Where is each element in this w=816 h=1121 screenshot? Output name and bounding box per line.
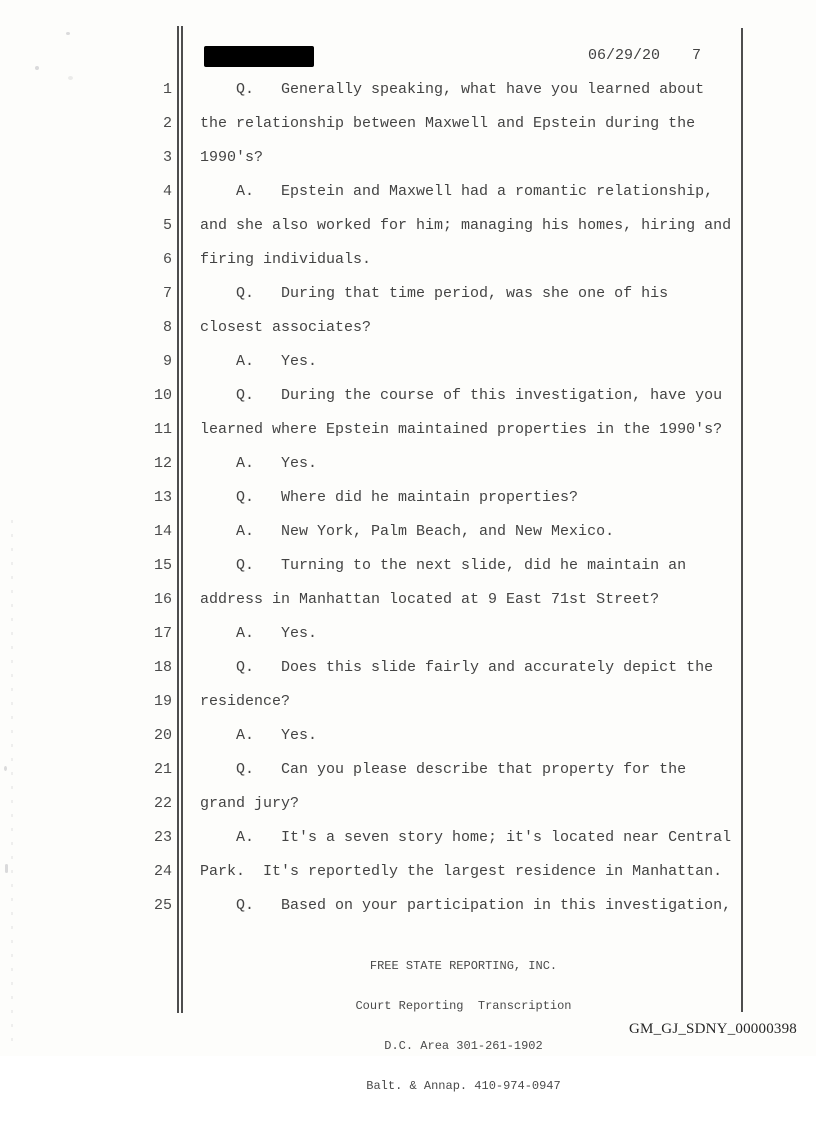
transcript-line [0,107,816,141]
transcript-line [0,209,816,243]
line-text: A. Yes. [200,455,318,472]
transcript-line [0,787,816,821]
bates-number: GM_GJ_SDNY_00000398 [629,1021,797,1037]
line-text: Q. Turning to the next slide, did he maintain an [200,557,687,574]
line-text: Q. During the course of this investigation, have you [200,387,723,404]
line-number: 5 [162,217,172,234]
transcript-line [0,413,816,447]
line-number: 4 [162,183,172,200]
line-text: learned where Epstein maintained properties in the 1990's? [200,421,723,438]
footer-company-name: FREE STATE REPORTING, INC. [369,958,558,973]
transcript-line [0,277,816,311]
transcript-line [0,617,816,651]
line-number: 20 [153,727,172,744]
line-text: closest associates? [200,319,372,336]
transcript-line [0,175,816,209]
transcript-line [0,685,816,719]
line-text: Q. Where did he maintain properties? [200,489,579,506]
transcript-line [0,447,816,481]
line-number: 19 [153,693,172,710]
line-number: 13 [153,489,172,506]
line-text: and she also worked for him; managing his homes, hiring and [200,217,732,234]
line-number: 21 [153,761,172,778]
transcript-line [0,311,816,345]
line-number: 12 [153,455,172,472]
transcript-line [0,583,816,617]
transcript-line [0,719,816,753]
transcript-line [0,379,816,413]
line-number: 14 [153,523,172,540]
line-text: firing individuals. [200,251,372,268]
line-text: Q. Can you please describe that property for the [200,761,687,778]
line-number: 6 [162,251,172,268]
line-number: 23 [153,829,172,846]
line-text: A. Epstein and Maxwell had a romantic relationship, [200,183,714,200]
transcript-line [0,73,816,107]
transcript-line [0,515,816,549]
line-text: Park. It's reportedly the largest residence in Manhattan. [200,863,723,880]
header-page-number: 7 [692,47,702,64]
line-number: 16 [153,591,172,608]
line-text: Q. During that time period, was she one of his [200,285,669,302]
line-number: 25 [153,897,172,914]
line-text: the relationship between Maxwell and Epstein during the [200,115,696,132]
transcript-line [0,821,816,855]
transcript-line [0,889,816,923]
scan-speck [35,66,39,70]
line-number: 1 [162,81,172,98]
transcript-line [0,753,816,787]
line-text: A. Yes. [200,727,318,744]
line-number: 22 [153,795,172,812]
line-text: Q. Based on your participation in this investigation, [200,897,732,914]
line-text: A. It's a seven story home; it's located near Central [200,829,732,846]
redaction-bar [204,46,314,67]
line-text: Q. Does this slide fairly and accurately depict the [200,659,714,676]
line-text: Q. Generally speaking, what have you learned about [200,81,705,98]
footer-dc-phone: D.C. Area 301-261-1902 [384,1039,543,1054]
transcript-line [0,481,816,515]
line-number: 15 [153,557,172,574]
line-number: 8 [162,319,172,336]
line-text: 1990's? [200,149,264,166]
line-number: 11 [153,421,172,438]
line-number: 10 [153,387,172,404]
transcript-line [0,345,816,379]
line-number: 18 [153,659,172,676]
transcript-line [0,651,816,685]
transcript-line [0,141,816,175]
transcript-line [0,243,816,277]
line-number: 2 [162,115,172,132]
line-text: grand jury? [200,795,300,812]
line-text: residence? [200,693,291,710]
line-text: A. New York, Palm Beach, and New Mexico. [200,523,615,540]
line-number: 3 [162,149,172,166]
line-number: 9 [162,353,172,370]
line-text: A. Yes. [200,625,318,642]
line-number: 24 [153,863,172,880]
scan-speck [66,32,70,35]
transcript-line [0,855,816,889]
header-date: 06/29/20 [588,47,661,64]
transcript-lines [0,73,816,923]
line-text: A. Yes. [200,353,318,370]
line-number: 17 [153,625,172,642]
transcript-line [0,549,816,583]
line-number: 7 [162,285,172,302]
line-text: address in Manhattan located at 9 East 71st Street? [200,591,660,608]
footer-balt-phone: Balt. & Annap. 410-974-0947 [366,1079,561,1094]
footer-service-line: Court Reporting Transcription [355,999,572,1014]
